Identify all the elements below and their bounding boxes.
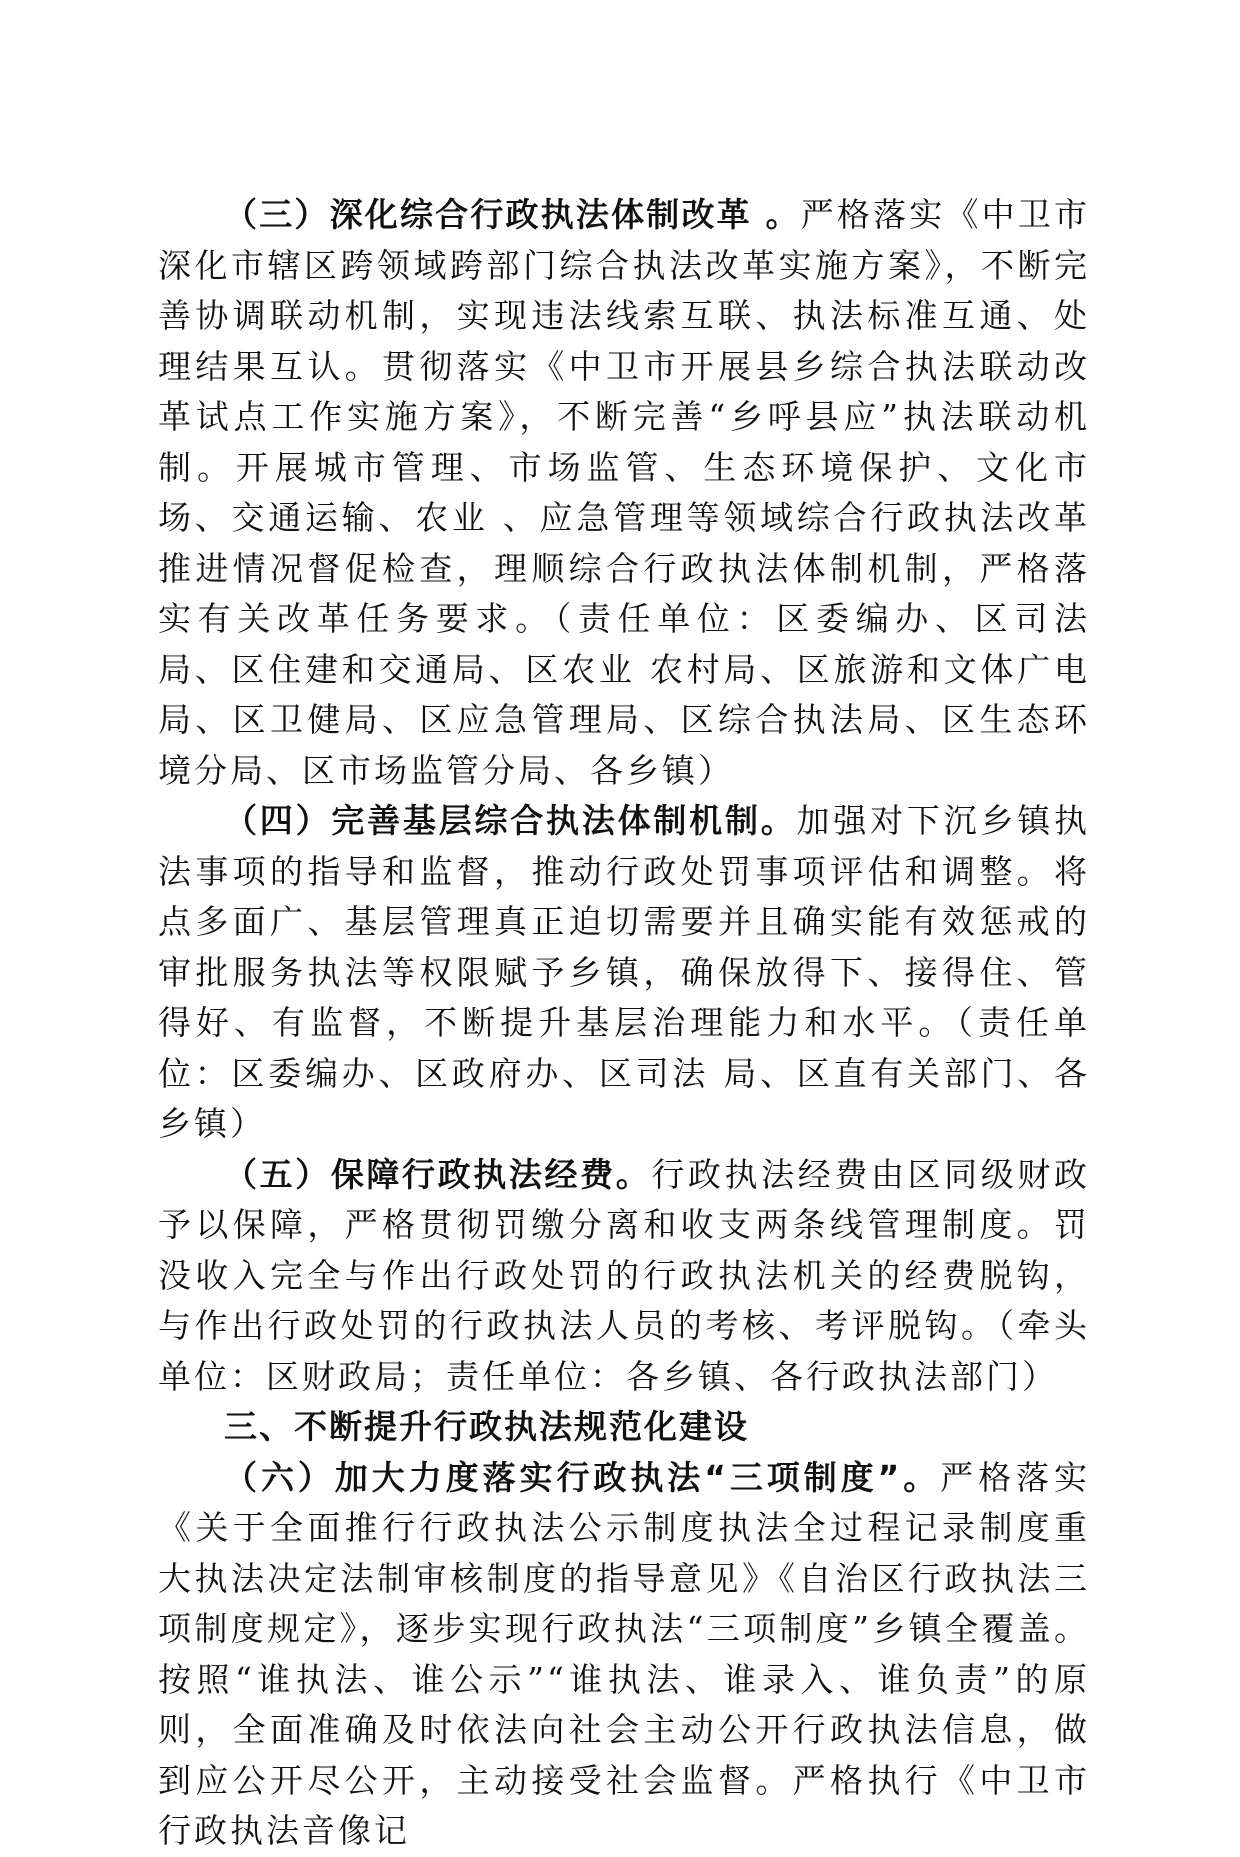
paragraph-lead: （三）深化综合行政执法体制改革 。 — [224, 195, 801, 234]
section-heading: 三、不断提升行政执法规范化建设 — [224, 1407, 749, 1446]
paragraph-lead: （四）完善基层综合执法体制机制。 — [224, 801, 797, 840]
paragraph-body: 行政执法经费由区同级财政予以保障，严格贯彻罚缴分离和收支两条线管理制度。罚没收入完全与作出行政处罚的行政执法机关的经费脱钩，与作出行政处罚的行政执法人员的考核、考评脱钩。（牵头单位：区财政局；责任单位：各乡镇、各行政执法部门） — [158, 1154, 1091, 1396]
paragraph-lead: （六）加大力度落实行政执法“三项制度”。 — [224, 1457, 941, 1497]
paragraph-body: 加强对下沉乡镇执法事项的指导和监督，推动行政处罚事项评估和调整。将点多面广、基层管理真正迫切需要并且确实能有效惩戒的审批服务执法等权限赋予乡镇，确保放得下、接得住、管得好、有监督，不断提升基层治理能力和水平。（责任单位：区委编办、区政府办、区司法 局、区直有关部门、各乡镇） — [158, 801, 1091, 1143]
paragraph-enforcement-funding — [158, 1150, 1090, 1403]
paragraph-lead: （五）保障行政执法经费。 — [224, 1154, 652, 1194]
paragraph-body: 严格落实《关于全面推行行政执法公示制度执法全过程记录制度重大执法决定法制审核制度的指导意见》《自治区行政执法三项制度规定》，逐步实现行政执法“三项制度”乡镇全覆盖。按照“谁执法、谁公示”“谁执法、谁录入、谁负责”的原则，全面准确及时依法向社会主动公开行政执法信息，做到应公开尽公开，主动接受社会监督。严格执行《中卫市行政执法音像记 — [158, 1457, 1090, 1850]
paragraph-comprehensive-enforcement-reform — [158, 190, 1090, 796]
paragraph-body: 严格落实《中卫市深化市辖区跨领域跨部门综合执法改革实施方案》，不断完善协调联动机制，实现违法线索互联、执法标准互通、处理结果互认。贯彻落实《中卫市开展县乡综合执法联动改革试点工作实施方案》，不断完善“乡呼县应”执法联动机制。开展城市管理、市场监管、生态环境保护、文化市场、交通运输、农业 、应急管理等领域综合行政执法改革推进情况督促检查，理顺综合行政执法体制机制，严格落实有关改革任务要求。（责任单位：区委编办、区司法 局、区住建和交通局、区农业 农村局、区旅游和文体广电局、区卫健局、区应急管理局、区综合执法局、区生态环境分局、区市场监管分局、各乡镇） — [158, 195, 1090, 790]
paragraph-grassroots-enforcement — [158, 796, 1090, 1150]
paragraph-three-systems — [158, 1453, 1090, 1857]
